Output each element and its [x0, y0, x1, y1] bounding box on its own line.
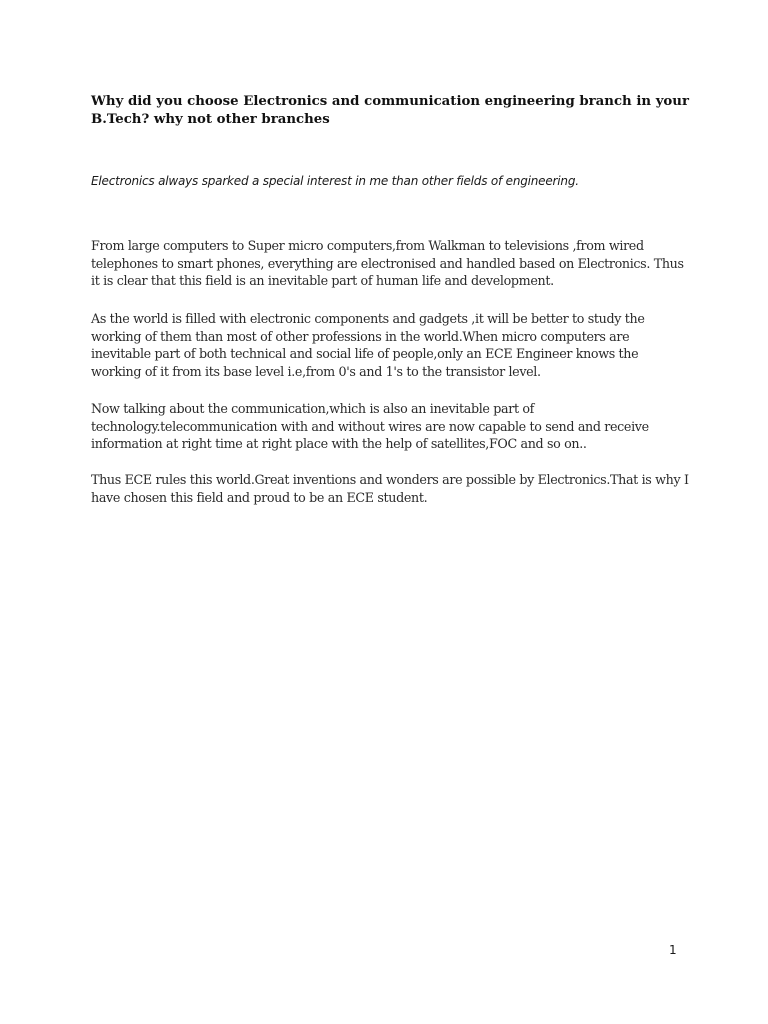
page-number: 1: [669, 943, 677, 957]
paragraph-4: Thus ECE rules this world.Great inventions and wonders are possible by Electronics.That is why I have chosen this field and proud to be an ECE student.: [91, 472, 689, 505]
paragraph-3: Now talking about the communication,which is also an inevitable part of technology.telecommunication with and without wires are now capable to send and receive information at right time at right place with the help of satellites,FOC and so on..: [91, 401, 649, 452]
paragraph-2: As the world is filled with electronic components and gadgets ,it will be better to study the working of them than most of other professions in the world.When micro computers are inevitable part of both technical and social life of people,only an ECE Engineer knows the working of it from its base level i.e,from 0's and 1's to the transistor level.: [91, 311, 645, 380]
intro-sentence: Electronics always sparked a special interest in me than other fields of engineering.: [91, 174, 579, 188]
paragraph-1: From large computers to Super micro computers,from Walkman to televisions ,from wired telephones to smart phones, everything are electronised and handled based on Electronics. Thus it is clear that this field is an inevitable part of human life and development.: [91, 238, 684, 289]
document-heading: Why did you choose Electronics and communication engineering branch in your B.Tech? why not other branches: [91, 94, 689, 127]
